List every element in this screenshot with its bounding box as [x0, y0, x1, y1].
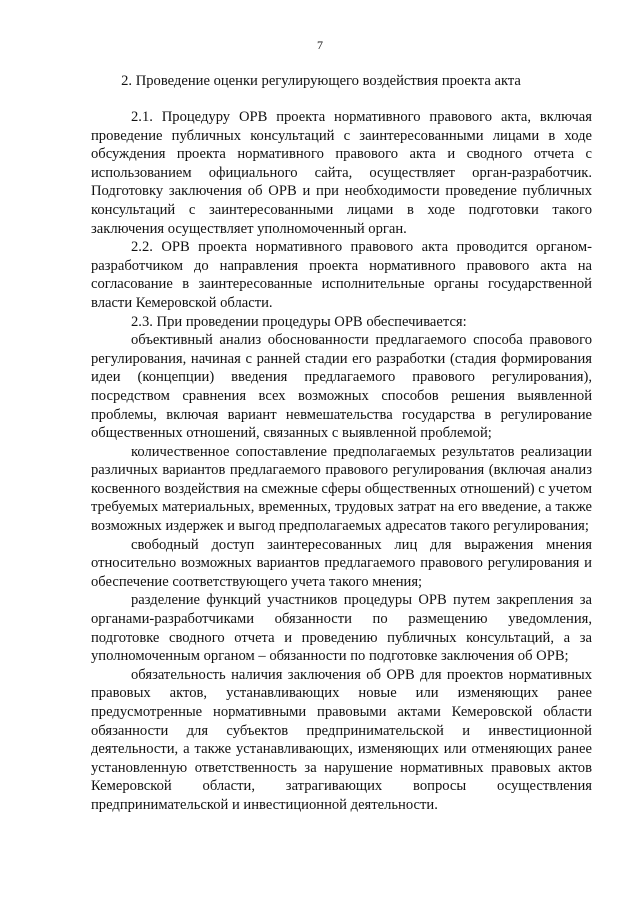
paragraph-2-2: 2.2. ОРВ проекта нормативного правового акта проводится органом-разработчиком до направления проекта нормативного правового акта на согласование в заинтересованные исполнительные органы государственной власти Кемеровской области. [91, 239, 592, 311]
section-heading: 2. Проведение оценки регулирующего воздействия проекта акта [121, 73, 521, 89]
paragraph-2-1: 2.1. Процедуру ОРВ проекта нормативного правового акта, включая проведение публичных консультаций с заинтересованными лицами в ходе обсуждения проекта нормативного правового акта и сводного отчета с использованием официального сайта, осуществляет орган-разработчик. Подготовку заключения об ОРВ и при необходимости проведение публичных консультаций с заинтересованными лицами в ходе подготовки такого заключения осуществляет уполномоченный орган. [91, 109, 592, 237]
document-body [91, 108, 592, 815]
list-item: обязательность наличия заключения об ОРВ для проектов нормативных правовых актов, устанавливающих новые или изменяющих ранее предусмотренные нормативными правовыми актами Кемеровской области обязанности для субъектов предпринимательской и инвестиционной деятельности, а также устанавливающих, изменяющих или отменяющих ранее установленную ответственность за нарушение нормативных правовых актов Кемеровской области, затрагивающих вопросы осуществления предпринимательской и инвестиционной деятельности. [91, 666, 592, 813]
paragraph-2-3: 2.3. При проведении процедуры ОРВ обеспечивается: [131, 313, 467, 330]
page-number: 7 [317, 38, 323, 52]
list-item: разделение функций участников процедуры ОРВ путем закрепления за органами-разработчиками обязанности по размещению уведомления, подготовке сводного отчета и проведению публичных консультаций, а за уполномоченным органом – обязанности по подготовке заключения об ОРВ; [91, 592, 592, 665]
list-item: количественное сопоставление предполагаемых результатов реализации различных вариантов предлагаемого правового регулирования (включая анализ косвенного воздействия на смежные сферы общественных отношений) с учетом требуемых материальных, временных, трудовых затрат на его введение, а также возможных издержек и выгод предполагаемых адресатов такого регулирования; [91, 443, 592, 535]
list-item: объективный анализ обоснованности предлагаемого способа правового регулирования, начиная с ранней стадии его разработки (стадия формирования идеи (концепции) введения предлагаемого правового регулирования), посредством сравнения всех возможных способов решения выявленной проблемы, включая вариант невмешательства государства в регулирование общественных отношений, связанных с выявленной проблемой; [91, 332, 592, 442]
list-item: свободный доступ заинтересованных лиц для выражения мнения относительно возможных вариантов предлагаемого правового регулирования и обеспечение соответствующего учета такого мнения; [91, 536, 592, 590]
